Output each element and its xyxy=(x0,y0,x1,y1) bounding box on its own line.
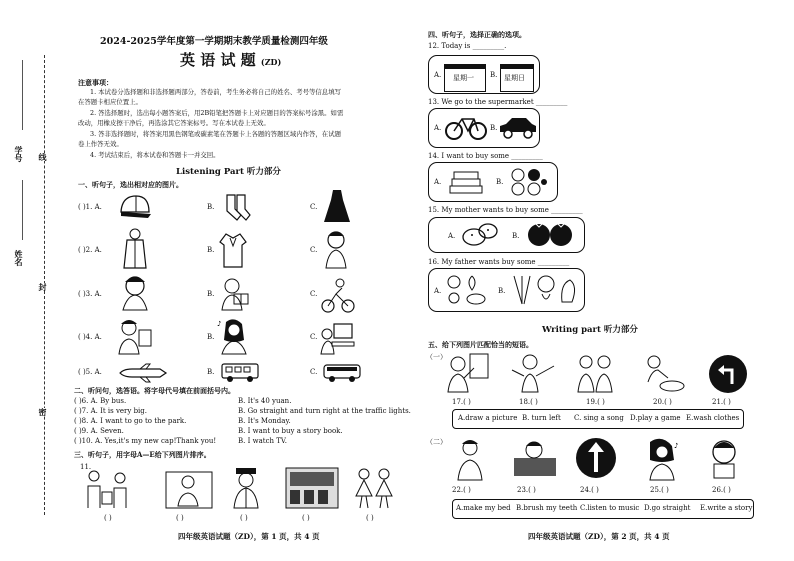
q9-left: ( )9. A. Seven. xyxy=(74,427,124,435)
q3-c: C. xyxy=(310,290,318,298)
q23-blank[interactable]: 23.( ) xyxy=(517,486,536,494)
q12-calendar-a[interactable] xyxy=(444,64,486,92)
q10-right: B. I watch TV. xyxy=(238,437,287,445)
girl-listening-music-icon xyxy=(642,438,682,482)
reading-boy-icon xyxy=(164,468,214,512)
q15-text: 15. My mother wants to buy some _________ xyxy=(428,206,583,214)
group1-tag: （一） xyxy=(426,353,447,361)
girl-washing-clothes-icon xyxy=(640,352,686,394)
girl-making-bed-icon xyxy=(448,438,492,482)
q12-a-text: 星期一 xyxy=(453,74,474,82)
q12-a-label: A. xyxy=(434,71,442,79)
q5-c: C. xyxy=(310,368,318,376)
writing-title: Writing part 听力部分 xyxy=(542,325,638,335)
name-label: 姓名 xyxy=(14,250,24,266)
listening-title: Listening Part 听力部分 xyxy=(176,167,281,177)
q5-b: B. xyxy=(207,368,215,376)
sailor-boy-icon xyxy=(226,466,266,510)
dancing-girls-icon xyxy=(352,466,398,510)
q7-right: B. Go straight and turn right at the traffic lights. xyxy=(238,407,411,415)
bicycle-icon[interactable] xyxy=(444,113,488,141)
notice-heading: 注意事项： xyxy=(78,78,113,87)
girl-cycling-icon xyxy=(320,278,356,314)
boy-drinking-icon xyxy=(115,318,155,356)
binding-char-seal: 封 xyxy=(38,283,48,291)
svg-text:♪: ♪ xyxy=(674,442,679,450)
notice-line-4: 改动，用橡皮擦干净后，再选涂其它答案标号。写在本试卷上无效。 xyxy=(78,119,270,127)
computer-user-icon xyxy=(320,320,356,356)
q2-c: C. xyxy=(310,246,318,254)
phrase-c-sing: C. sing a song xyxy=(574,414,624,422)
q14-b-label: B. xyxy=(496,178,504,186)
q8-right: B. It's Monday. xyxy=(238,417,291,425)
binding-underline-1 xyxy=(22,60,23,130)
q2-b: B. xyxy=(207,246,215,254)
q11-blank-3[interactable]: ( ) xyxy=(240,514,248,522)
q6-left: ( )6. A. By bus. xyxy=(74,397,127,405)
notice-line-5: 3. 答非选择题时，将答案用黑色钢笔或碳素笔在答题卡上各题的答题区域内作答，在试题 xyxy=(90,130,341,138)
q13-b-label: B. xyxy=(490,124,498,132)
q13-text: 13. We go to the supermarket _________ xyxy=(428,98,568,106)
go-straight-sign-icon xyxy=(576,436,616,480)
q12-b-text: 星期日 xyxy=(504,74,525,82)
notice-line-7: 4. 考试结束后，将本试卷和答题卡一并交回。 xyxy=(90,151,220,159)
dress-icon xyxy=(322,188,352,224)
boy-pointing-icon xyxy=(510,352,556,394)
vegetables-icon[interactable] xyxy=(508,272,580,308)
q1-num: ( )1. A. xyxy=(78,203,102,211)
q15-a-label: A. xyxy=(448,232,456,240)
q15-b-label: B. xyxy=(512,232,520,240)
q24-blank[interactable]: 24.( ) xyxy=(580,486,599,494)
sec2-title: 二、听问句，选答语。将字母代号填在前面括号内。 xyxy=(74,386,235,395)
bus-icon xyxy=(220,362,260,384)
potatoes-icon[interactable] xyxy=(460,221,500,247)
shirt-icon xyxy=(218,230,248,270)
q8-left: ( )8. A. I want to go to the park. xyxy=(74,417,187,425)
q25-blank[interactable]: 25.( ) xyxy=(650,486,669,494)
notice-line-2: 在答题卡相应位置上。 xyxy=(78,98,142,106)
cap-icon xyxy=(118,192,152,222)
girl-singing-icon xyxy=(216,318,252,356)
girl-reading-icon xyxy=(218,276,252,312)
q1-c: C. xyxy=(310,203,318,211)
q26-blank[interactable]: 26.( ) xyxy=(712,486,731,494)
q11-blank-2[interactable]: ( ) xyxy=(176,514,184,522)
girl-washing-face-icon xyxy=(117,274,153,312)
page1-subtitle xyxy=(180,52,281,71)
svg-text:♪: ♪ xyxy=(217,320,222,328)
q3-num: ( )3. A. xyxy=(78,290,102,298)
sec3-title: 三、听句子，用字母A—E给下列图片排序。 xyxy=(74,450,211,459)
q11-blank-5[interactable]: ( ) xyxy=(366,514,374,522)
phrase-e-wash: E.wash clothes xyxy=(686,414,740,422)
subtitle-code: (ZD) xyxy=(260,57,282,67)
binding-underline-2 xyxy=(22,180,23,240)
page1-title: 2024-2025学年度第一学期期末教学质量检测四年级 xyxy=(100,36,328,47)
q21-blank[interactable]: 21.( ) xyxy=(712,398,731,406)
sec5-title: 五、给下列图片匹配恰当的短语。 xyxy=(428,340,533,349)
van-icon xyxy=(322,362,362,384)
q19-blank[interactable]: 19.( ) xyxy=(586,398,605,406)
q16-text: 16. My father wants buy some _________ xyxy=(428,258,570,266)
q4-num: ( )4. A. xyxy=(78,333,102,341)
boy-icon xyxy=(320,230,352,270)
q11-blank-1[interactable]: ( ) xyxy=(104,514,112,522)
q6-right: B. It's 40 yuan. xyxy=(238,397,292,405)
fruits-icon[interactable] xyxy=(444,272,492,306)
q22-blank[interactable]: 22.( ) xyxy=(452,486,471,494)
q1-b: B. xyxy=(207,203,215,211)
page1-footer: 四年级英语试题（ZD），第 1 页，共 4 页 xyxy=(178,532,320,541)
q7-left: ( )7. A. It is very big. xyxy=(74,407,148,415)
phrase-a-draw: A.draw a picture xyxy=(458,414,518,422)
q17-blank[interactable]: 17.( ) xyxy=(452,398,471,406)
boy-writing-story-icon xyxy=(704,438,744,482)
sec4-title: 四、听句子，选择正确的选项。 xyxy=(428,30,526,39)
notice-line-3: 2. 答选择题时，选出每小题答案后，用2B铅笔把答题卡上对应题目的答案标号涂黑。如需 xyxy=(90,109,344,117)
q14-text: 14. I want to buy some _________ xyxy=(428,152,543,160)
phrase-c-listen: C.listen to music xyxy=(580,504,640,512)
socks-icon xyxy=(222,192,252,222)
phrase-b-brush-teeth: B.brush my teeth xyxy=(516,504,578,512)
q12-text: 12. Today is _________. xyxy=(428,42,507,50)
phrase-e-write-story: E.write a story xyxy=(700,504,753,512)
phrase-d-play: D.play a game xyxy=(630,414,681,422)
group2-tag: （二） xyxy=(426,438,447,446)
q4-b: B. xyxy=(207,333,215,341)
q12-calendar-b[interactable] xyxy=(500,64,534,92)
notice-line-1: 1. 本试卷分选择题和非选择题两部分，答卷前，考生务必将自己的姓名、考号等信息填写 xyxy=(90,88,341,96)
shopping-family-icon xyxy=(80,468,136,512)
q9-right: B. I want to buy a story book. xyxy=(238,427,343,435)
q3-b: B. xyxy=(207,290,215,298)
q4-c: C. xyxy=(310,333,318,341)
car-icon[interactable] xyxy=(498,116,538,140)
books-icon[interactable] xyxy=(446,168,486,196)
q10-left: ( )10. A. Yes,it's my new cap!Thank you! xyxy=(74,437,217,445)
subtitle-text: 英 语 试 题 xyxy=(180,51,256,69)
q2-num: ( )2. A. xyxy=(78,246,102,254)
student-id-label: 学号 xyxy=(14,146,24,162)
q16-a-label: A. xyxy=(434,287,442,295)
q20-blank[interactable]: 20.( ) xyxy=(653,398,672,406)
sec1-title: 一、听句子，选出相对应的图片。 xyxy=(78,180,183,189)
binding-char-line: 线 xyxy=(38,153,48,161)
notice-line-6: 卷上作答无效。 xyxy=(78,140,123,148)
plane-icon xyxy=(118,363,168,383)
q16-b-label: B. xyxy=(498,287,506,295)
q13-a-label: A. xyxy=(434,124,442,132)
man-in-coat-icon xyxy=(120,228,150,270)
page2-footer: 四年级英语试题（ZD），第 2 页，共 4 页 xyxy=(528,532,670,541)
balls-icon[interactable] xyxy=(508,166,548,196)
q14-a-label: A. xyxy=(434,178,442,186)
q11-blank-4[interactable]: ( ) xyxy=(302,514,310,522)
classroom-icon xyxy=(284,466,340,510)
phrase-b-turn-left: B. turn left xyxy=(522,414,561,422)
q5-num: ( )5. A. xyxy=(78,368,102,376)
phrase-a-make-bed: A.make my bed xyxy=(456,504,511,512)
turn-left-sign-icon xyxy=(708,354,748,394)
q12-b-label: B. xyxy=(490,71,498,79)
tomatoes-icon[interactable] xyxy=(526,220,574,248)
q18-blank[interactable]: 18.( ) xyxy=(519,398,538,406)
q11-num: 11. xyxy=(80,463,92,471)
phrase-d-go-straight: D.go straight xyxy=(644,504,691,512)
boy-drawing-icon xyxy=(444,352,490,394)
boy-brushing-teeth-icon xyxy=(512,438,558,482)
binding-char-dense: 密 xyxy=(38,408,48,416)
children-singing-icon xyxy=(572,352,618,394)
